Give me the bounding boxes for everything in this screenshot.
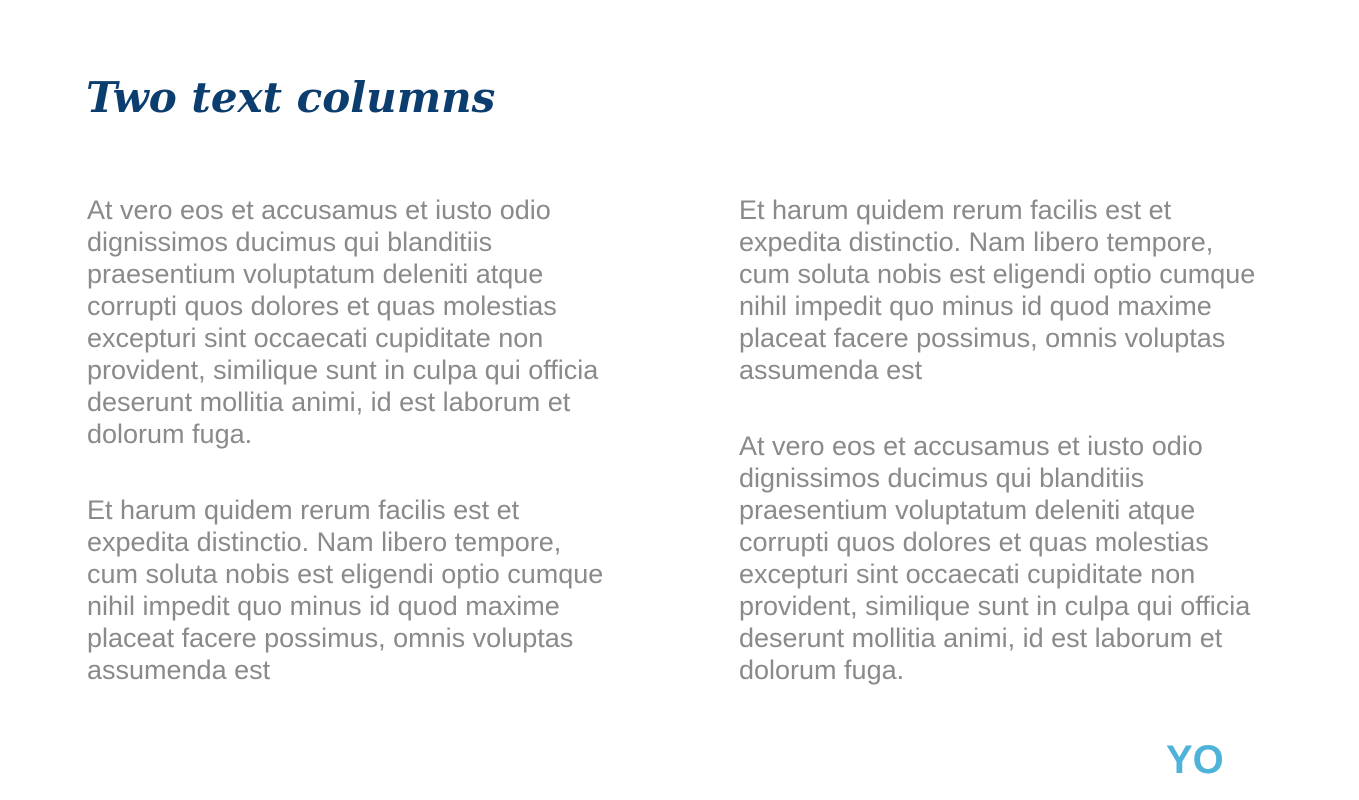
text-line: nihil impedit quo minus id quod maxime [87,591,560,621]
text-line: At vero eos et accusamus et iusto odio [87,195,551,225]
text-line: corrupti quos dolores et quas molestias [739,527,1209,557]
text-line: excepturi sint occaecati cupiditate non [739,559,1196,589]
text-line: expedita distinctio. Nam libero tempore, [739,227,1214,257]
text-line: dolorum fuga. [739,655,905,685]
text-line: Et harum quidem rerum facilis est et [739,195,1172,225]
text-line: Et harum quidem rerum facilis est et [87,495,520,525]
text-line: placeat facere possimus, omnis voluptas [87,623,574,653]
text-line: deserunt mollitia animi, id est laborum et [87,387,571,417]
left-text-column [87,194,707,730]
text-line: praesentium voluptatum deleniti atque [87,259,544,289]
text-line: praesentium voluptatum deleniti atque [739,495,1196,525]
text-line: nihil impedit quo minus id quod maxime [739,291,1212,321]
text-line: dignissimos ducimus qui blanditiis [87,227,493,257]
text-line: At vero eos et accusamus et iusto odio [739,431,1203,461]
text-line: expedita distinctio. Nam libero tempore, [87,527,562,557]
text-line: provident, similique sunt in culpa qui officia [87,355,599,385]
text-line: assumenda est [739,355,923,385]
footer-logo-text: YO [1166,738,1224,782]
text-line: deserunt mollitia animi, id est laborum et [739,623,1223,653]
right-paragraph-1 [739,194,1359,386]
text-line: provident, similique sunt in culpa qui officia [739,591,1251,621]
left-paragraph-1 [87,194,707,450]
slide-title: Two text columns [86,73,496,122]
text-line: assumenda est [87,655,271,685]
text-line: placeat facere possimus, omnis voluptas [739,323,1226,353]
text-line: cum soluta nobis est eligendi optio cumque [87,559,604,589]
text-line: dolorum fuga. [87,419,253,449]
text-line: excepturi sint occaecati cupiditate non [87,323,544,353]
text-line: dignissimos ducimus qui blanditiis [739,463,1145,493]
text-line: corrupti quos dolores et quas molestias [87,291,557,321]
right-text-column [739,194,1359,730]
right-paragraph-2 [739,430,1359,686]
text-line: cum soluta nobis est eligendi optio cumque [739,259,1256,289]
left-paragraph-2 [87,494,707,686]
